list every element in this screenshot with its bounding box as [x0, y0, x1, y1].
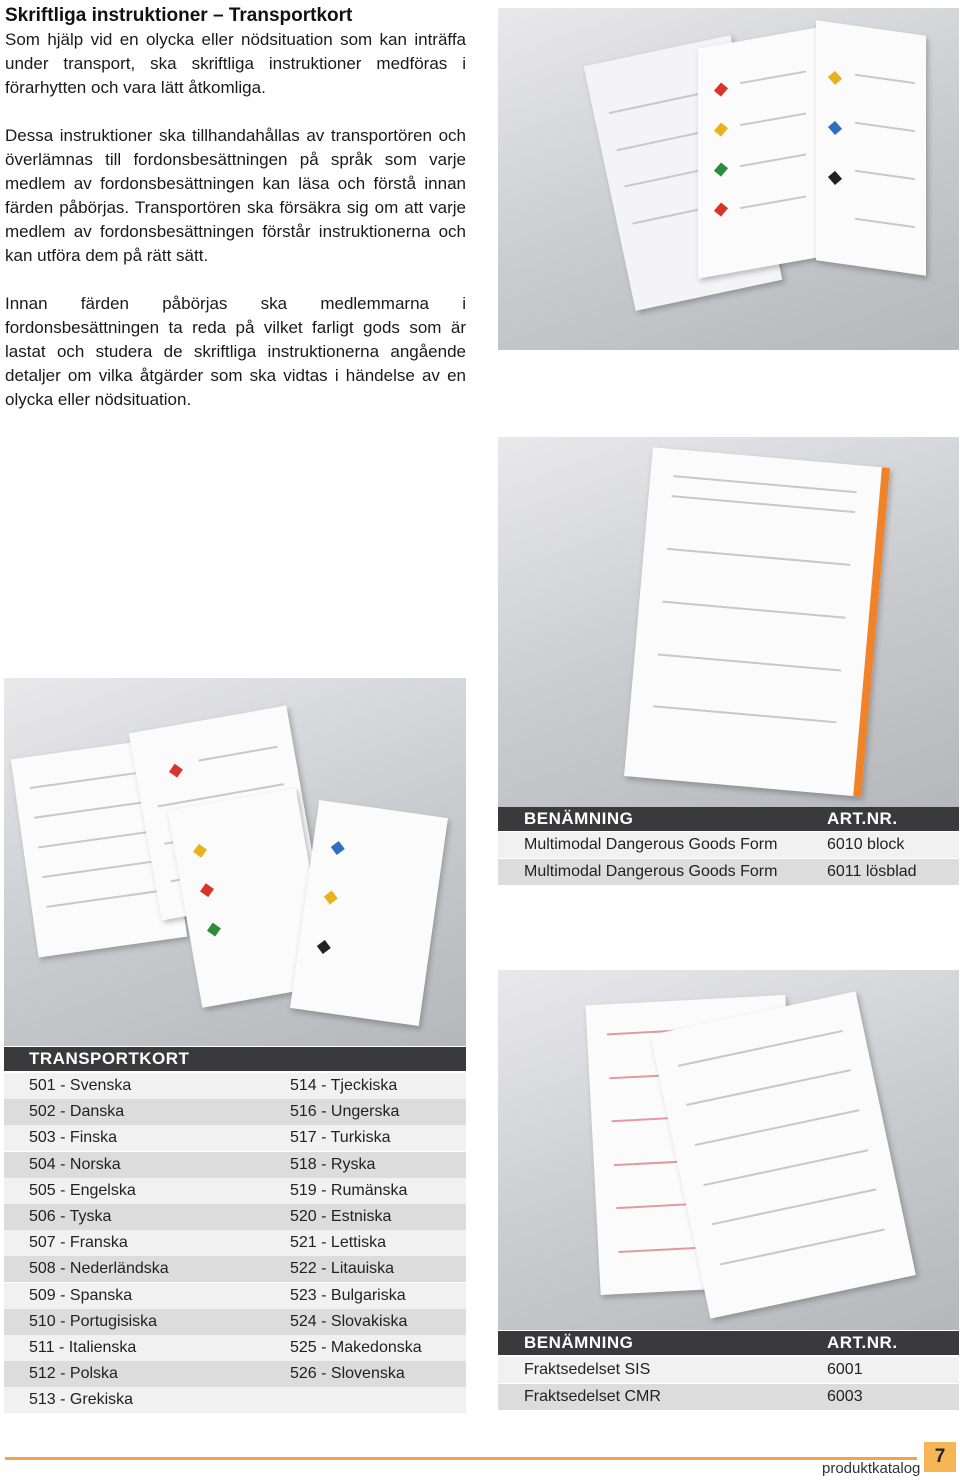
page-title: Skriftliga instruktioner – Transportkort [5, 5, 353, 26]
transportkort-row [4, 1230, 466, 1256]
page-number: 7 [924, 1442, 956, 1472]
transportkort-row [4, 1152, 466, 1178]
transportkort-row [4, 1256, 466, 1282]
dgf-header-name: BENÄMNING [524, 809, 634, 828]
transportkort-item: 524 - Slovakiska [290, 1312, 408, 1330]
intro-section [5, 4, 466, 436]
transportkort-item: 511 - Italienska [29, 1339, 137, 1356]
transportkort-row [4, 1073, 466, 1099]
fraktsedel-header-art: ART.NR. [827, 1333, 898, 1352]
transportkort-row [4, 1335, 466, 1361]
intro-paragraph-2: Dessa instruktioner ska tillhandahållas av transportören och överlämnas till fordonsbesättningen på språk som varje medlem av fordonsbesättningen kan läsa och förstå innan färden påbörjas. Transportören ska försäkra sig om att varje medlem av fordonsbesättningen förstår instruktionerna och kan utföra dem på rätt sätt. [5, 126, 466, 265]
fraktsedel-table-row [498, 1357, 959, 1383]
fraktsedel-row-name: Fraktsedelset CMR [524, 1388, 661, 1405]
transportkort-item: 505 - Engelska [29, 1181, 136, 1199]
transportkort-row [4, 1361, 466, 1387]
transportkort-item: 507 - Franska [29, 1234, 128, 1252]
transportkort-row [4, 1283, 466, 1309]
transportkort-item: 510 - Portugisiska [29, 1312, 158, 1330]
transportkort-item: 525 - Makedonska [290, 1339, 422, 1356]
transportkort-row [4, 1387, 466, 1413]
transportkort-row [4, 1204, 466, 1230]
transportkort-item: 504 - Norska [29, 1155, 121, 1173]
transportkort-item: 508 - Nederländska [29, 1260, 169, 1278]
transportkort-item: 516 - Ungerska [290, 1103, 400, 1121]
dgf-table-header [498, 807, 959, 831]
transportkort-item: 502 - Danska [29, 1103, 125, 1121]
dgf-table-row [498, 859, 959, 885]
dgf-row-name: Multimodal Dangerous Goods Form [524, 836, 778, 853]
fraktsedel-header-name: BENÄMNING [524, 1333, 634, 1352]
instruction-card-photo [498, 8, 959, 350]
fraktsedel-table-row [498, 1384, 959, 1410]
footer-rule [5, 1457, 917, 1460]
transport-cards-photo [4, 678, 466, 1046]
dgf-row-art: 6010 block [827, 836, 905, 853]
transportkort-item: 518 - Ryska [290, 1155, 376, 1173]
fraktsedel-row-art: 6001 [827, 1361, 863, 1378]
transportkort-item: 509 - Spanska [29, 1286, 133, 1304]
dgf-row-name: Multimodal Dangerous Goods Form [524, 863, 778, 880]
dangerous-goods-form-photo [498, 437, 959, 807]
transportkort-title: TRANSPORTKORT [29, 1049, 190, 1068]
transportkort-item: 519 - Rumänska [290, 1181, 408, 1199]
fraktsedel-row-art: 6003 [827, 1388, 863, 1405]
intro-paragraph-1: Som hjälp vid en olycka eller nödsituation som kan inträffa under transport, ska skriftliga instruktioner medföras i förarhytten och vara lätt åtkomliga. [5, 30, 466, 97]
transportkort-item: 503 - Finska [29, 1129, 118, 1147]
fraktsedel-table-header [498, 1331, 959, 1355]
transportkort-item: 523 - Bulgariska [290, 1286, 406, 1304]
dgf-header-art: ART.NR. [827, 809, 898, 828]
transportkort-item: 514 - Tjeckiska [290, 1077, 398, 1094]
dgf-table-row [498, 832, 959, 858]
intro-paragraph-3: Innan färden påbörjas ska medlemmarna i fordonsbesättningen ta reda på vilket farligt gods som är lastat och studera de skriftliga instruktionerna angående detaljer om vilka åtgärder som ska vidtas i händelse av en olycka eller nödsituation. [5, 294, 466, 409]
transportkort-row [4, 1309, 466, 1335]
transportkort-item: 521 - Lettiska [290, 1234, 387, 1252]
transportkort-row [4, 1178, 466, 1204]
transportkort-table-header [4, 1047, 466, 1071]
footer-label: produktkatalog [822, 1460, 921, 1477]
transportkort-row [4, 1099, 466, 1125]
transportkort-item: 506 - Tyska [29, 1208, 112, 1225]
transportkort-item: 517 - Turkiska [290, 1129, 391, 1147]
transportkort-row [4, 1125, 466, 1151]
transportkort-item: 522 - Litauiska [290, 1260, 395, 1278]
transportkort-item: 513 - Grekiska [29, 1391, 134, 1409]
fraktsedel-row-name: Fraktsedelset SIS [524, 1361, 651, 1378]
transportkort-item: 526 - Slovenska [290, 1365, 405, 1383]
transportkort-item: 512 - Polska [29, 1365, 118, 1383]
fraktsedel-photo [498, 970, 959, 1330]
transportkort-item: 501 - Svenska [29, 1077, 132, 1094]
dgf-row-art: 6011 lösblad [827, 863, 917, 880]
transportkort-item: 520 - Estniska [290, 1208, 392, 1225]
